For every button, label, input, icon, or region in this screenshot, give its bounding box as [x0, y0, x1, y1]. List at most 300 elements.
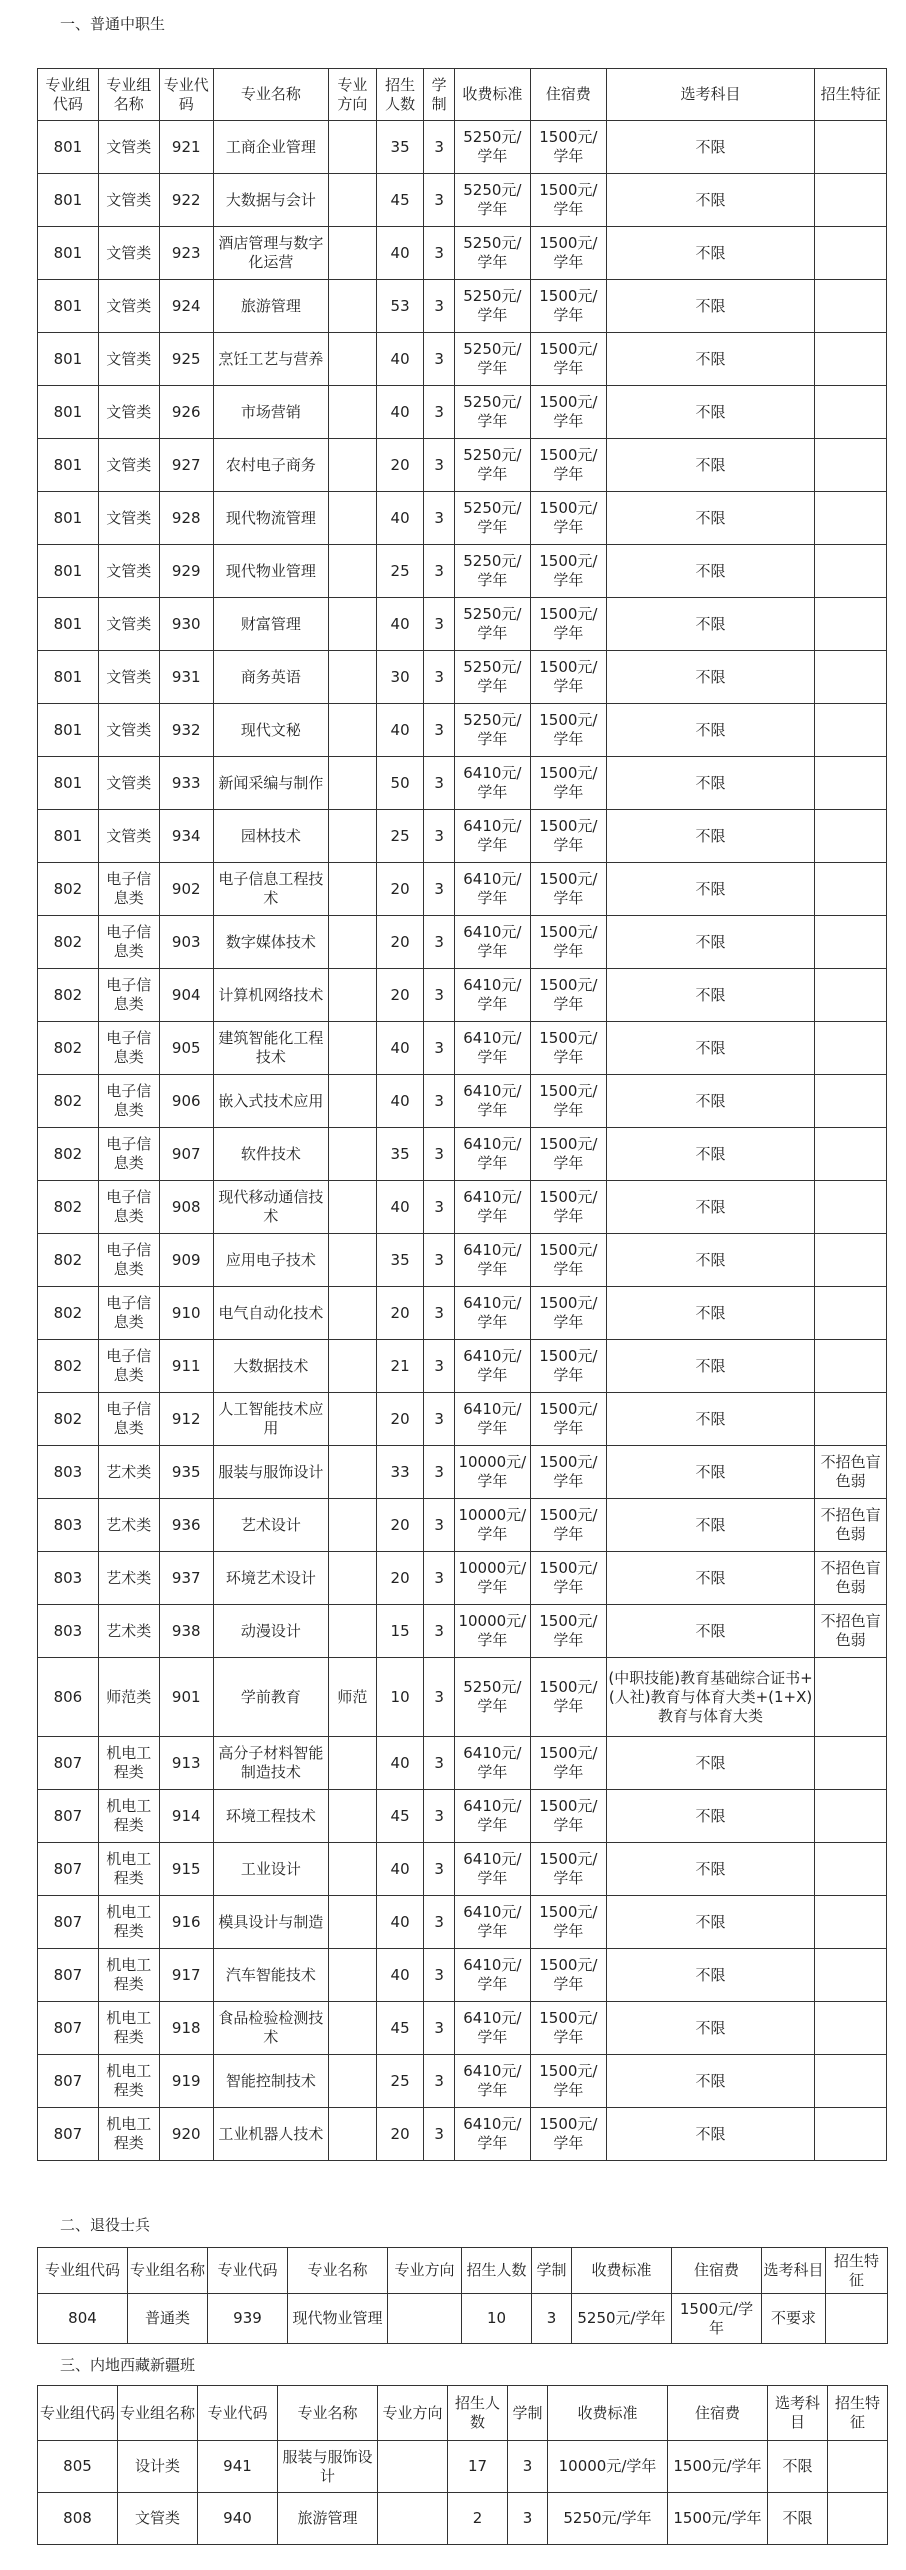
cell-major-name: 动漫设计 [213, 1605, 328, 1658]
cell-major-direction [328, 1128, 376, 1181]
table-row [38, 439, 887, 492]
cell-major-direction [328, 1022, 376, 1075]
cell-enrollment-notes: 不招色盲色弱 [815, 1605, 887, 1658]
cell-tuition: 5250元/学年 [454, 333, 530, 386]
header-major-code: 专业代码 [208, 2248, 288, 2294]
cell-dorm-fee: 1500元/学年 [530, 1552, 606, 1605]
cell-enrollment-notes [815, 1843, 887, 1896]
cell-group-code: 808 [38, 2493, 118, 2545]
cell-duration: 3 [424, 545, 454, 598]
cell-major-name: 农村电子商务 [213, 439, 328, 492]
cell-duration: 3 [424, 969, 454, 1022]
cell-major-name: 现代移动通信技术 [213, 1181, 328, 1234]
cell-major-direction [328, 2002, 376, 2055]
cell-duration: 3 [424, 1287, 454, 1340]
header-tuition: 收费标准 [454, 69, 530, 121]
cell-major-name: 学前教育 [213, 1658, 328, 1737]
cell-major-code: 902 [159, 863, 213, 916]
cell-enrollment-notes [815, 1949, 887, 2002]
cell-major-direction: 师范 [328, 1658, 376, 1737]
cell-major-code: 917 [159, 1949, 213, 2002]
cell-duration: 3 [424, 2002, 454, 2055]
cell-group-code: 801 [38, 598, 99, 651]
cell-dorm-fee: 1500元/学年 [530, 1605, 606, 1658]
cell-dorm-fee: 1500元/学年 [668, 2493, 768, 2545]
cell-dorm-fee: 1500元/学年 [530, 439, 606, 492]
cell-enrollment-notes [815, 1128, 887, 1181]
cell-group-code: 802 [38, 1075, 99, 1128]
table-row [38, 2441, 888, 2493]
cell-dorm-fee: 1500元/学年 [530, 863, 606, 916]
cell-group-code: 801 [38, 280, 99, 333]
table-row [38, 1552, 887, 1605]
cell-enrollment: 20 [376, 1552, 424, 1605]
cell-group-name: 文管类 [98, 545, 159, 598]
cell-enrollment-notes [815, 1896, 887, 1949]
cell-major-name: 嵌入式技术应用 [213, 1075, 328, 1128]
cell-enrollment: 2 [448, 2493, 508, 2545]
cell-group-code: 807 [38, 1896, 99, 1949]
cell-major-code: 904 [159, 969, 213, 1022]
cell-enrollment: 20 [376, 439, 424, 492]
cell-elective-subjects: 不限 [606, 598, 814, 651]
cell-group-name: 艺术类 [98, 1552, 159, 1605]
cell-major-code: 933 [159, 757, 213, 810]
cell-major-direction [328, 651, 376, 704]
cell-enrollment-notes [815, 1393, 887, 1446]
cell-major-name: 现代物流管理 [213, 492, 328, 545]
cell-major-name: 数字媒体技术 [213, 916, 328, 969]
cell-major-direction [328, 545, 376, 598]
cell-enrollment: 40 [376, 704, 424, 757]
cell-major-direction [328, 969, 376, 1022]
cell-duration: 3 [424, 1790, 454, 1843]
header-major-direction: 专业方向 [328, 69, 376, 121]
cell-major-direction [378, 2441, 448, 2493]
cell-group-code: 802 [38, 1022, 99, 1075]
table-row [38, 810, 887, 863]
cell-group-name: 普通类 [128, 2294, 208, 2344]
cell-major-name: 市场营销 [213, 386, 328, 439]
cell-major-direction [328, 280, 376, 333]
cell-enrollment: 40 [376, 333, 424, 386]
cell-major-code: 941 [198, 2441, 278, 2493]
section2-title: 二、退役士兵 [60, 2216, 151, 2234]
cell-dorm-fee: 1500元/学年 [530, 1843, 606, 1896]
cell-group-code: 807 [38, 2002, 99, 2055]
cell-group-name: 艺术类 [98, 1446, 159, 1499]
cell-duration: 3 [424, 1737, 454, 1790]
cell-duration: 3 [424, 704, 454, 757]
cell-enrollment-notes [828, 2493, 888, 2545]
cell-tuition: 10000元/学年 [454, 1499, 530, 1552]
cell-major-code: 935 [159, 1446, 213, 1499]
cell-group-name: 设计类 [118, 2441, 198, 2493]
cell-dorm-fee: 1500元/学年 [530, 704, 606, 757]
cell-group-name: 文管类 [98, 333, 159, 386]
cell-dorm-fee: 1500元/学年 [530, 1022, 606, 1075]
cell-duration: 3 [424, 121, 454, 174]
cell-major-direction [328, 1287, 376, 1340]
table-row [38, 121, 887, 174]
cell-tuition: 6410元/学年 [454, 1075, 530, 1128]
cell-tuition: 5250元/学年 [572, 2294, 672, 2344]
cell-major-name: 烹饪工艺与营养 [213, 333, 328, 386]
header-major-code: 专业代码 [198, 2386, 278, 2441]
cell-dorm-fee: 1500元/学年 [530, 1949, 606, 2002]
cell-major-direction [328, 333, 376, 386]
cell-group-code: 801 [38, 757, 99, 810]
cell-duration: 3 [424, 1499, 454, 1552]
cell-dorm-fee: 1500元/学年 [530, 227, 606, 280]
cell-major-direction [328, 916, 376, 969]
cell-major-name: 新闻采编与制作 [213, 757, 328, 810]
cell-major-name: 服装与服饰设计 [278, 2441, 378, 2493]
cell-group-code: 802 [38, 1393, 99, 1446]
cell-elective-subjects: 不限 [606, 1949, 814, 2002]
cell-group-code: 801 [38, 333, 99, 386]
cell-group-name: 艺术类 [98, 1605, 159, 1658]
cell-dorm-fee: 1500元/学年 [530, 1499, 606, 1552]
cell-major-direction [328, 1075, 376, 1128]
cell-enrollment-notes [815, 280, 887, 333]
cell-major-code: 931 [159, 651, 213, 704]
cell-enrollment: 40 [376, 1896, 424, 1949]
cell-tuition: 10000元/学年 [454, 1605, 530, 1658]
cell-duration: 3 [424, 651, 454, 704]
cell-enrollment: 45 [376, 174, 424, 227]
cell-major-direction [328, 1446, 376, 1499]
cell-enrollment-notes [815, 1022, 887, 1075]
cell-elective-subjects: 不限 [768, 2441, 828, 2493]
cell-major-code: 926 [159, 386, 213, 439]
cell-enrollment: 40 [376, 1949, 424, 2002]
cell-major-direction [328, 1949, 376, 2002]
cell-major-name: 财富管理 [213, 598, 328, 651]
table-row [38, 863, 887, 916]
cell-group-name: 机电工程类 [98, 1737, 159, 1790]
cell-major-name: 电气自动化技术 [213, 1287, 328, 1340]
header-elective-subjects: 选考科目 [768, 2386, 828, 2441]
cell-elective-subjects: 不限 [606, 969, 814, 1022]
table-row [38, 333, 887, 386]
cell-major-direction [328, 1896, 376, 1949]
cell-major-direction [328, 174, 376, 227]
cell-tuition: 5250元/学年 [454, 492, 530, 545]
cell-enrollment: 40 [376, 1843, 424, 1896]
cell-group-code: 803 [38, 1446, 99, 1499]
cell-dorm-fee: 1500元/学年 [530, 2055, 606, 2108]
cell-group-code: 802 [38, 1128, 99, 1181]
header-enrollment-notes: 招生特征 [815, 69, 887, 121]
cell-group-name: 文管类 [98, 492, 159, 545]
cell-major-name: 旅游管理 [213, 280, 328, 333]
cell-group-code: 802 [38, 916, 99, 969]
header-elective-subjects: 选考科目 [606, 69, 814, 121]
cell-group-name: 艺术类 [98, 1499, 159, 1552]
cell-enrollment: 25 [376, 810, 424, 863]
cell-elective-subjects: 不限 [606, 1340, 814, 1393]
cell-dorm-fee: 1500元/学年 [530, 333, 606, 386]
cell-tuition: 6410元/学年 [454, 1287, 530, 1340]
cell-major-direction [328, 1737, 376, 1790]
header-major-code: 专业代码 [159, 69, 213, 121]
table-row [38, 2294, 888, 2344]
cell-enrollment-notes [815, 651, 887, 704]
cell-duration: 3 [424, 174, 454, 227]
cell-tuition: 10000元/学年 [454, 1446, 530, 1499]
cell-group-name: 机电工程类 [98, 2055, 159, 2108]
table-row [38, 227, 887, 280]
cell-duration: 3 [424, 1446, 454, 1499]
cell-major-name: 现代文秘 [213, 704, 328, 757]
cell-dorm-fee: 1500元/学年 [530, 1128, 606, 1181]
table-header-row [38, 69, 887, 121]
cell-major-direction [328, 1790, 376, 1843]
cell-duration: 3 [424, 439, 454, 492]
cell-major-name: 建筑智能化工程技术 [213, 1022, 328, 1075]
cell-elective-subjects: 不限 [606, 2055, 814, 2108]
header-group-code: 专业组代码 [38, 2248, 128, 2294]
cell-enrollment: 35 [376, 1128, 424, 1181]
cell-dorm-fee: 1500元/学年 [530, 916, 606, 969]
cell-enrollment-notes [815, 598, 887, 651]
cell-elective-subjects: 不限 [606, 1075, 814, 1128]
cell-major-name: 旅游管理 [278, 2493, 378, 2545]
cell-dorm-fee: 1500元/学年 [530, 545, 606, 598]
header-major-name: 专业名称 [278, 2386, 378, 2441]
cell-duration: 3 [424, 227, 454, 280]
cell-duration: 3 [424, 1605, 454, 1658]
cell-major-code: 903 [159, 916, 213, 969]
cell-major-name: 模具设计与制造 [213, 1896, 328, 1949]
table-row [38, 2002, 887, 2055]
cell-dorm-fee: 1500元/学年 [672, 2294, 762, 2344]
header-dorm-fee: 住宿费 [672, 2248, 762, 2294]
table-row [38, 598, 887, 651]
cell-duration: 3 [424, 1075, 454, 1128]
cell-group-code: 805 [38, 2441, 118, 2493]
table-veterans [37, 2247, 888, 2344]
cell-group-code: 804 [38, 2294, 128, 2344]
cell-group-name: 电子信息类 [98, 1075, 159, 1128]
cell-major-code: 921 [159, 121, 213, 174]
cell-enrollment: 40 [376, 386, 424, 439]
cell-group-name: 电子信息类 [98, 1128, 159, 1181]
cell-elective-subjects: 不限 [606, 1234, 814, 1287]
cell-major-code: 936 [159, 1499, 213, 1552]
cell-group-code: 801 [38, 121, 99, 174]
cell-tuition: 6410元/学年 [454, 1128, 530, 1181]
cell-dorm-fee: 1500元/学年 [530, 1896, 606, 1949]
cell-tuition: 6410元/学年 [454, 2108, 530, 2161]
cell-major-name: 高分子材料智能制造技术 [213, 1737, 328, 1790]
cell-enrollment-notes [815, 333, 887, 386]
cell-elective-subjects: 不限 [606, 704, 814, 757]
cell-tuition: 6410元/学年 [454, 2002, 530, 2055]
cell-enrollment: 20 [376, 2108, 424, 2161]
cell-enrollment-notes [815, 2055, 887, 2108]
cell-dorm-fee: 1500元/学年 [530, 280, 606, 333]
cell-group-code: 802 [38, 969, 99, 1022]
cell-duration: 3 [424, 1949, 454, 2002]
cell-major-direction [328, 810, 376, 863]
header-major-direction: 专业方向 [378, 2386, 448, 2441]
cell-dorm-fee: 1500元/学年 [530, 969, 606, 1022]
cell-duration: 3 [424, 1181, 454, 1234]
header-enrollment-notes: 招生特征 [828, 2386, 888, 2441]
cell-elective-subjects: 不限 [606, 1022, 814, 1075]
cell-enrollment: 21 [376, 1340, 424, 1393]
cell-tuition: 5250元/学年 [454, 121, 530, 174]
cell-tuition: 6410元/学年 [454, 1737, 530, 1790]
cell-major-name: 大数据技术 [213, 1340, 328, 1393]
cell-major-code: 923 [159, 227, 213, 280]
table-row [38, 174, 887, 227]
cell-enrollment: 40 [376, 492, 424, 545]
cell-duration: 3 [424, 1393, 454, 1446]
cell-group-code: 802 [38, 863, 99, 916]
cell-enrollment: 20 [376, 1499, 424, 1552]
cell-group-name: 电子信息类 [98, 916, 159, 969]
table-row [38, 1181, 887, 1234]
cell-dorm-fee: 1500元/学年 [530, 1287, 606, 1340]
cell-enrollment: 53 [376, 280, 424, 333]
cell-duration: 3 [424, 1128, 454, 1181]
cell-enrollment-notes [815, 704, 887, 757]
cell-major-code: 909 [159, 1234, 213, 1287]
cell-major-code: 932 [159, 704, 213, 757]
cell-major-direction [328, 492, 376, 545]
cell-major-name: 环境艺术设计 [213, 1552, 328, 1605]
cell-duration: 3 [424, 492, 454, 545]
cell-dorm-fee: 1500元/学年 [530, 174, 606, 227]
cell-major-direction [388, 2294, 462, 2344]
cell-dorm-fee: 1500元/学年 [530, 757, 606, 810]
cell-major-name: 环境工程技术 [213, 1790, 328, 1843]
cell-major-code: 937 [159, 1552, 213, 1605]
cell-group-code: 802 [38, 1234, 99, 1287]
cell-group-code: 803 [38, 1605, 99, 1658]
cell-major-direction [328, 2108, 376, 2161]
header-major-name: 专业名称 [288, 2248, 388, 2294]
cell-enrollment-notes [815, 1658, 887, 1737]
cell-group-name: 师范类 [98, 1658, 159, 1737]
cell-major-direction [328, 1234, 376, 1287]
cell-elective-subjects: 不限 [606, 1446, 814, 1499]
table-xizang-xinjiang-class [37, 2385, 888, 2545]
cell-major-code: 908 [159, 1181, 213, 1234]
cell-major-code: 927 [159, 439, 213, 492]
cell-tuition: 6410元/学年 [454, 810, 530, 863]
cell-major-name: 现代物业管理 [288, 2294, 388, 2344]
cell-dorm-fee: 1500元/学年 [530, 1658, 606, 1737]
cell-major-code: 910 [159, 1287, 213, 1340]
cell-duration: 3 [424, 810, 454, 863]
cell-enrollment: 33 [376, 1446, 424, 1499]
header-group-name: 专业组名称 [98, 69, 159, 121]
table-row [38, 1737, 887, 1790]
cell-major-direction [328, 2055, 376, 2108]
table-header-row [38, 2248, 888, 2294]
cell-enrollment: 45 [376, 1790, 424, 1843]
cell-elective-subjects: 不限 [606, 1737, 814, 1790]
cell-elective-subjects: 不限 [606, 174, 814, 227]
cell-major-code: 905 [159, 1022, 213, 1075]
table-row [38, 1022, 887, 1075]
cell-major-direction [378, 2493, 448, 2545]
cell-major-direction [328, 1843, 376, 1896]
cell-enrollment-notes [815, 1790, 887, 1843]
cell-enrollment-notes [815, 1737, 887, 1790]
cell-duration: 3 [424, 1234, 454, 1287]
cell-major-code: 938 [159, 1605, 213, 1658]
cell-major-code: 919 [159, 2055, 213, 2108]
cell-duration: 3 [508, 2441, 548, 2493]
cell-enrollment: 20 [376, 1287, 424, 1340]
cell-group-code: 801 [38, 545, 99, 598]
cell-enrollment-notes [815, 227, 887, 280]
table-header-row [38, 2386, 888, 2441]
cell-duration: 3 [424, 1896, 454, 1949]
cell-group-code: 801 [38, 492, 99, 545]
table-row [38, 1896, 887, 1949]
cell-group-name: 文管类 [98, 280, 159, 333]
header-enrollment: 招生人数 [448, 2386, 508, 2441]
cell-duration: 3 [532, 2294, 572, 2344]
cell-dorm-fee: 1500元/学年 [530, 1737, 606, 1790]
cell-enrollment-notes [815, 863, 887, 916]
cell-tuition: 6410元/学年 [454, 1022, 530, 1075]
cell-elective-subjects: 不限 [606, 2108, 814, 2161]
cell-enrollment-notes [815, 386, 887, 439]
table-row [38, 2108, 887, 2161]
cell-major-code: 913 [159, 1737, 213, 1790]
cell-group-name: 电子信息类 [98, 1234, 159, 1287]
cell-enrollment-notes [815, 1340, 887, 1393]
table-row [38, 1949, 887, 2002]
cell-group-name: 文管类 [98, 704, 159, 757]
cell-major-code: 934 [159, 810, 213, 863]
cell-elective-subjects: 不限 [606, 280, 814, 333]
cell-dorm-fee: 1500元/学年 [530, 1790, 606, 1843]
cell-enrollment: 45 [376, 2002, 424, 2055]
cell-group-name: 电子信息类 [98, 969, 159, 1022]
cell-elective-subjects: 不限 [606, 1605, 814, 1658]
cell-major-code: 924 [159, 280, 213, 333]
cell-major-code: 939 [208, 2294, 288, 2344]
cell-tuition: 5250元/学年 [454, 439, 530, 492]
cell-enrollment: 40 [376, 1075, 424, 1128]
cell-enrollment: 25 [376, 2055, 424, 2108]
cell-group-name: 文管类 [98, 174, 159, 227]
table-row [38, 1605, 887, 1658]
cell-major-code: 940 [198, 2493, 278, 2545]
cell-enrollment: 20 [376, 916, 424, 969]
cell-major-code: 912 [159, 1393, 213, 1446]
cell-major-name: 汽车智能技术 [213, 1949, 328, 2002]
cell-elective-subjects: 不限 [606, 1896, 814, 1949]
cell-group-code: 801 [38, 704, 99, 757]
cell-major-name: 现代物业管理 [213, 545, 328, 598]
cell-enrollment: 30 [376, 651, 424, 704]
cell-enrollment: 20 [376, 969, 424, 1022]
table-row [38, 280, 887, 333]
cell-group-code: 807 [38, 2108, 99, 2161]
header-enrollment: 招生人数 [376, 69, 424, 121]
table-row [38, 1446, 887, 1499]
cell-major-name: 应用电子技术 [213, 1234, 328, 1287]
